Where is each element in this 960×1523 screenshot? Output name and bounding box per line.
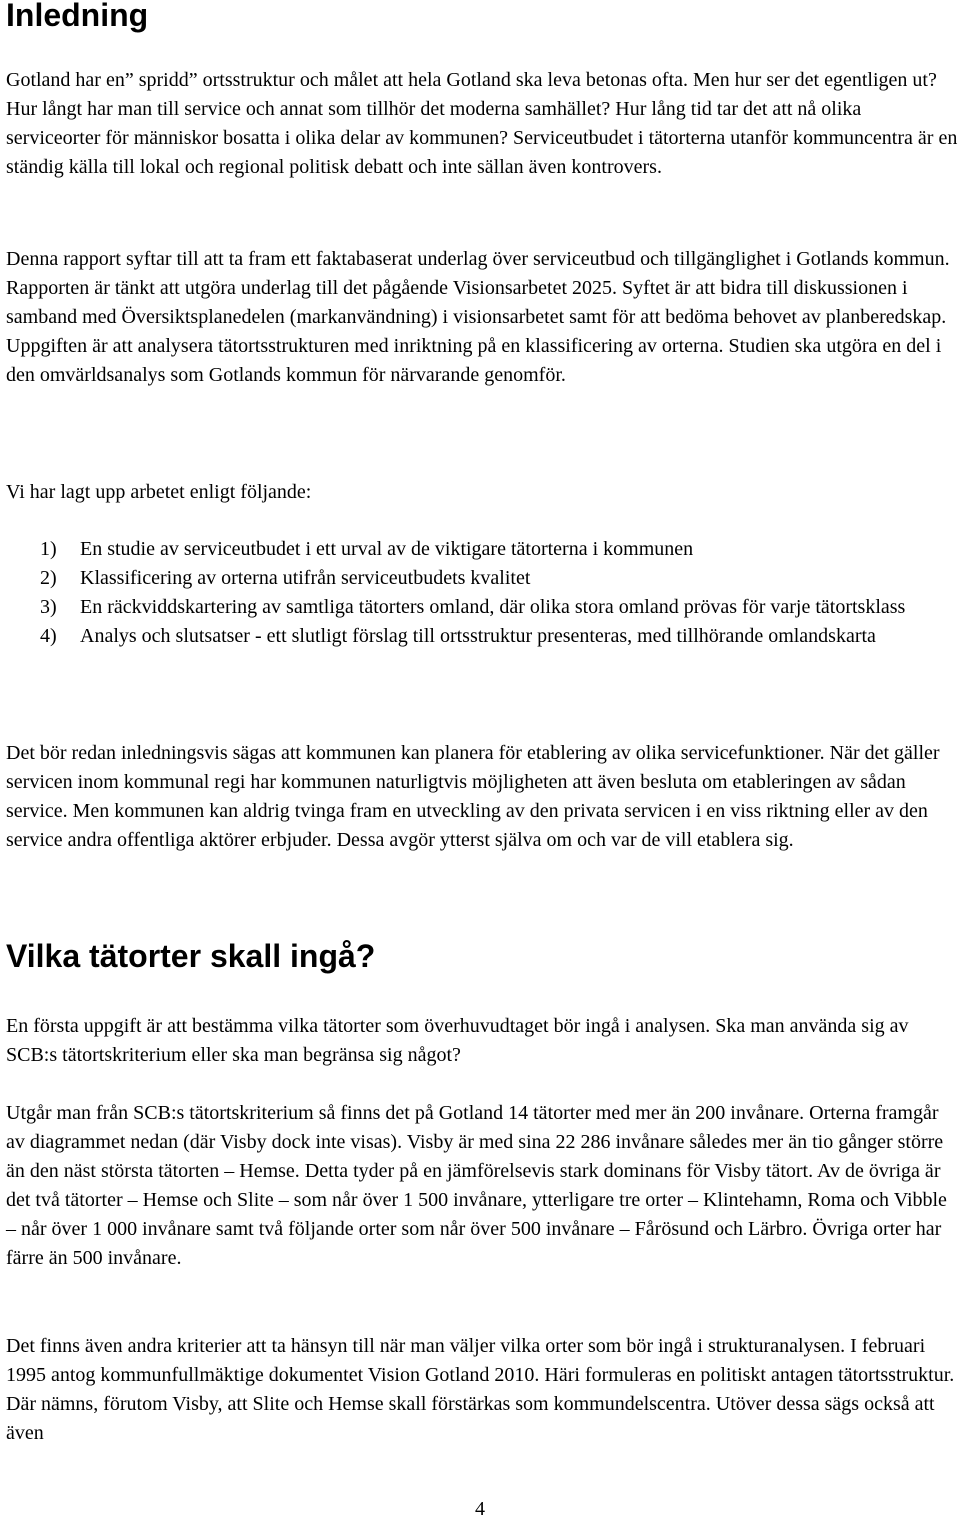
list-item-number: 1) — [40, 538, 57, 560]
heading-vilka-tatorter: Vilka tätorter skall ingå? — [6, 938, 376, 974]
section2-paragraph-3: Det finns även andra kriterier att ta hänsyn till när man väljer vilka orter som bör ingå i strukturanalysen. I februari 1995 antog kommunfullmäktige dokumentet Vision Gotland 2010. Häri formuleras en politiskt antagen tätortsstruktur. Där nämns, förutom Visby, att Slite och Hemse skall förstärkas som kommundelscentra. Utöver dessa sägs också att även — [6, 1335, 955, 1444]
page-number: 4 — [475, 1498, 485, 1520]
list-item — [40, 593, 958, 622]
section2-paragraph-2: Utgår man från SCB:s tätortskriterium så finns det på Gotland 14 tätorter med mer än 200 invånare. Orterna framgår av diagrammet nedan (där Visby dock inte visas). Visby är med sina 22 286 invånare således mer än tio gånger större än den näst största tätorten – Hemse. Detta tyder på en jämförelsevis stark dominans för Visby tätort. Av de övriga är det två tätorter – Hemse och Slite – som når över 1 500 invånare, ytterligare tre orter – Klintehamn, Roma och Vibble – når över 1 000 invånare samt två följande orter som når över 500 invånare – Fårösund och Lärbro. Övriga orter har färre än 500 invånare. — [6, 1102, 947, 1269]
list-item-number: 2) — [40, 567, 57, 589]
list-item-number: 4) — [40, 625, 57, 647]
list-item — [40, 535, 958, 564]
method-list — [40, 535, 958, 651]
list-item — [40, 622, 958, 651]
purpose-paragraph: Denna rapport syftar till att ta fram ett faktabaserat underlag över serviceutbud och tillgänglighet i Gotlands kommun. Rapporten är tänkt att utgöra underlag till det pågående Visionsarbetet 2025. Syftet är att bidra till diskussionen i samband med Översiktsplanedelen (markanvändning) i visionsarbetet samt för att bedöma behovet av planberedskap. Uppgiften är att analysera tätortsstrukturen med inriktning på en klassificering av orterna. Studien ska utgöra en del i den omvärldsanalys som Gotlands kommun för närvarande genomför. — [6, 248, 950, 386]
list-item-number: 3) — [40, 596, 57, 618]
planning-paragraph: Det bör redan inledningsvis sägas att kommunen kan planera för etablering av olika servicefunktioner. När det gäller servicen inom kommunal regi har kommunen naturligtvis möjligheten att även besluta om etableringen av sådan service. Men kommunen kan aldrig tvinga fram en utveckling av den privata servicen i en viss riktning eller av den service andra offentliga aktörer erbjuder. Dessa avgör ytterst själva om och var de vill etablera sig. — [6, 742, 940, 851]
heading-inledning: Inledning — [6, 0, 149, 33]
method-intro-paragraph: Vi har lagt upp arbetet enligt följande: — [6, 481, 312, 503]
list-item-text: En studie av serviceutbudet i ett urval av de viktigare tätorterna i kommunen — [80, 538, 694, 560]
list-item — [40, 564, 958, 593]
list-item-text: En räckviddskartering av samtliga tätorters omland, där olika stora omland prövas för varje tätortsklass — [80, 596, 906, 618]
section2-paragraph-1: En första uppgift är att bestämma vilka tätorter som överhuvudtaget bör ingå i analysen. Ska man använda sig av SCB:s tätortskriterium eller ska man begränsa sig något? — [6, 1015, 909, 1066]
intro-paragraph: Gotland har en” spridd” ortsstruktur och målet att hela Gotland ska leva betonas ofta. Men hur ser det egentligen ut? Hur långt har man till service och annat som tillhör det moderna samhället? Hur lång tid tar det att nå olika serviceorter för människor bosatta i olika delar av kommunen? Serviceutbudet i tätorterna utanför kommuncentra är en ständig källa till lokal och regional politisk debatt och inte sällan även kontrovers. — [6, 69, 958, 178]
list-item-text: Klassificering av orterna utifrån serviceutbudets kvalitet — [80, 567, 531, 589]
list-item-text: Analys och slutsatser - ett slutligt förslag till ortsstruktur presenteras, med tillhörande omlandskarta — [80, 625, 876, 647]
